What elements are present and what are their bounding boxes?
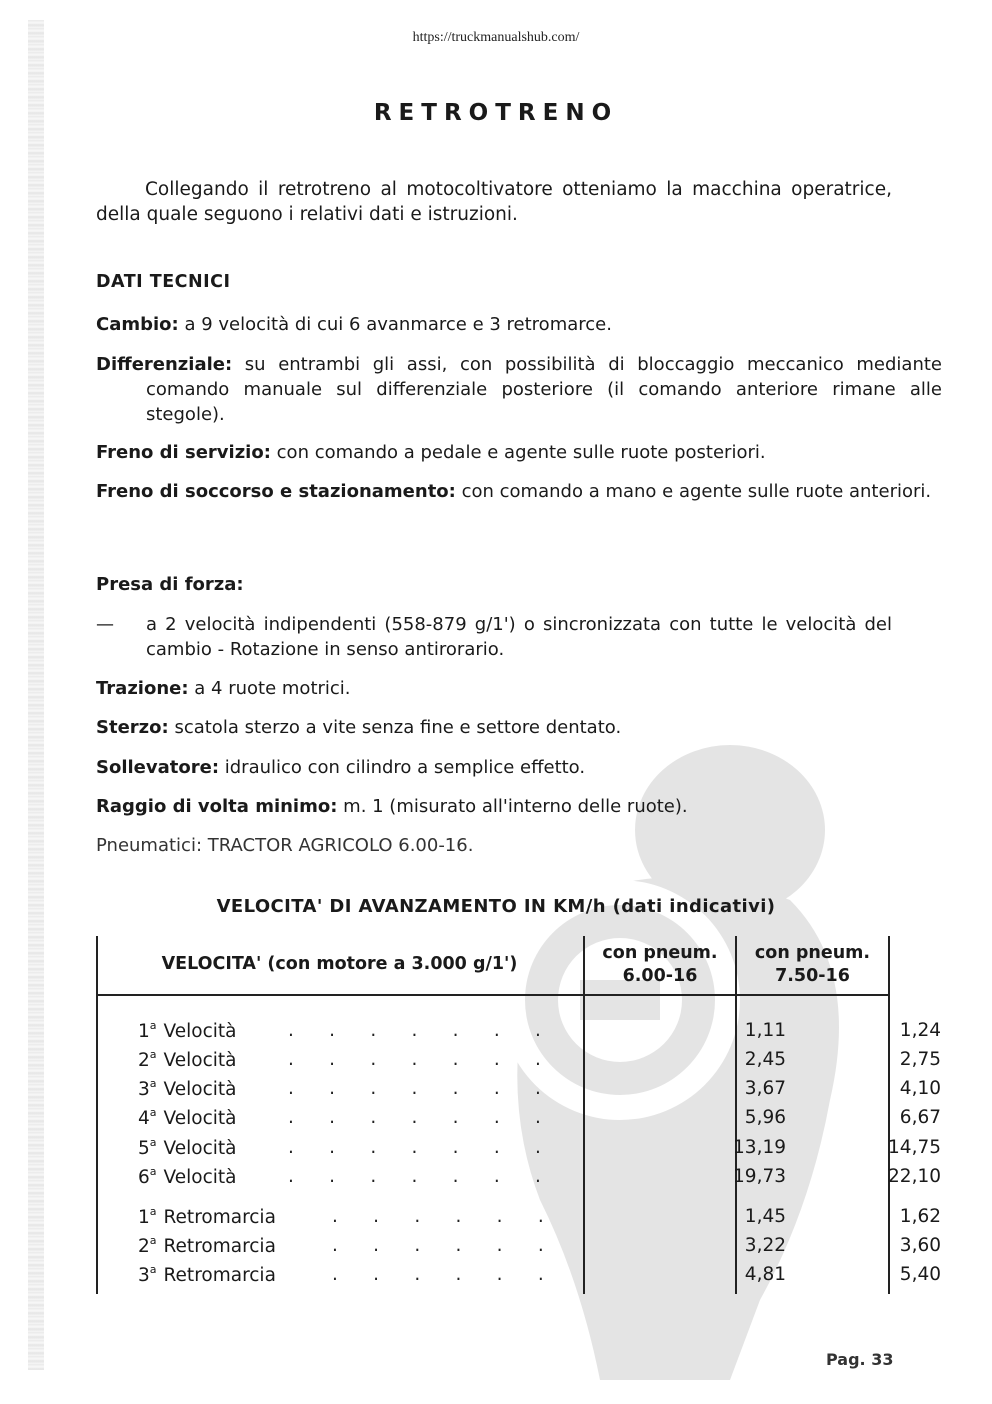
spec-text: scatola sterzo a vite senza fine e settore dentato.	[174, 717, 622, 738]
spec-label: Freno di soccorso e stazionamento:	[96, 481, 456, 502]
row-ordinal: 2	[138, 1050, 150, 1072]
row-ordinal-suffix: a	[149, 1234, 157, 1247]
row-ordinal-suffix: a	[149, 1019, 157, 1032]
row-label	[138, 1166, 237, 1188]
table-row	[96, 1106, 941, 1136]
row-ordinal: 5	[138, 1138, 150, 1160]
row-name: Velocità	[163, 1167, 237, 1189]
spec-label: Differenziale:	[96, 354, 233, 375]
row-name: Velocità	[163, 1050, 237, 1072]
spec-text: su entrambi gli assi, con possibilità di bloccaggio meccanico mediante comando manuale sul differenziale posteriore (il comando anteriore rimane alle stegole).	[146, 354, 942, 425]
value-pneum-600: 1,11	[744, 1020, 786, 1041]
row-label	[138, 1235, 276, 1257]
spec-label: Sollevatore:	[96, 757, 220, 778]
row-ordinal: 6	[138, 1167, 150, 1189]
leader-dots: . . . . . . .	[288, 1107, 541, 1128]
row-ordinal-suffix: a	[149, 1048, 157, 1061]
spec-cambio	[96, 312, 892, 337]
value-pneum-600: 2,45	[744, 1049, 786, 1070]
value-pneum-750: 5,40	[899, 1264, 941, 1285]
row-label	[138, 1049, 237, 1071]
row-label	[138, 1137, 237, 1159]
scan-edge	[28, 20, 44, 1370]
leader-dots: . . . . . . .	[288, 1020, 541, 1041]
leader-dots: . . . . . . .	[288, 1078, 541, 1099]
table-row	[96, 1205, 941, 1235]
page-title: RETROTRENO	[373, 100, 619, 126]
value-pneum-600: 3,67	[744, 1078, 786, 1099]
spec-text: a 9 velocità di cui 6 avanmarce e 3 retromarce.	[184, 314, 612, 335]
value-pneum-600: 13,19	[733, 1137, 786, 1158]
table-header-velocita: VELOCITA' (con motore a 3.000 g/1')	[161, 954, 518, 974]
spec-text: idraulico con cilindro a semplice effetto.	[224, 757, 586, 778]
row-ordinal-suffix: a	[149, 1263, 157, 1276]
spec-presa-forza-label	[96, 572, 892, 597]
row-ordinal-suffix: a	[149, 1205, 157, 1218]
table-header-rule-3	[737, 994, 888, 996]
header-line: 7.50-16	[775, 966, 850, 986]
row-ordinal: 4	[138, 1108, 150, 1130]
header-line: con pneum.	[602, 943, 718, 963]
row-ordinal: 3	[138, 1265, 150, 1287]
table-header-rule-1	[96, 994, 583, 996]
row-label	[138, 1020, 237, 1042]
leader-dots: . . . . . .	[332, 1206, 544, 1227]
spec-presa-forza	[96, 612, 892, 662]
row-label	[138, 1078, 237, 1100]
row-name: Retromarcia	[163, 1265, 276, 1287]
table-header-pneum-600	[585, 942, 735, 988]
header-line: con pneum.	[754, 943, 871, 963]
spec-raggio	[96, 794, 892, 819]
leader-dots: . . . . . . .	[288, 1049, 541, 1070]
row-ordinal: 3	[138, 1079, 150, 1101]
spec-label: Sterzo:	[96, 717, 169, 738]
value-pneum-750: 22,10	[888, 1166, 941, 1187]
row-ordinal-suffix: a	[149, 1077, 157, 1090]
spec-text: con comando a mano e agente sulle ruote anteriori.	[461, 481, 932, 502]
row-ordinal-suffix: a	[149, 1136, 157, 1149]
row-ordinal-suffix: a	[149, 1106, 157, 1119]
table-row	[96, 1234, 941, 1264]
leader-dots: . . . . . . .	[288, 1137, 541, 1158]
spec-text: a 4 ruote motrici.	[194, 678, 351, 699]
table-row	[96, 1165, 941, 1195]
row-ordinal-suffix: a	[149, 1165, 157, 1178]
row-name: Velocità	[163, 1108, 237, 1130]
spec-text: con comando a pedale e agente sulle ruote posteriori.	[276, 442, 766, 463]
table-row	[96, 1136, 941, 1166]
leader-dots: . . . . . .	[332, 1235, 544, 1256]
value-pneum-750: 4,10	[899, 1078, 941, 1099]
value-pneum-750: 3,60	[899, 1235, 941, 1256]
value-pneum-600: 1,45	[744, 1206, 786, 1227]
row-name: Retromarcia	[163, 1236, 276, 1258]
spec-differenziale	[96, 352, 942, 427]
page-number: Pag. 33	[826, 1350, 894, 1369]
table-title: VELOCITA' DI AVANZAMENTO IN KM/h (dati indicativi)	[216, 896, 776, 917]
spec-label: Cambio:	[96, 314, 179, 335]
row-ordinal: 1	[138, 1021, 150, 1043]
value-pneum-750: 6,67	[899, 1107, 941, 1128]
spec-label: Trazione:	[96, 678, 189, 699]
dash-bullet: —	[96, 614, 114, 635]
table-row	[96, 1263, 941, 1293]
spec-trazione	[96, 676, 892, 701]
spec-sterzo	[96, 715, 892, 740]
spec-freno-soccorso	[96, 479, 942, 504]
value-pneum-750: 1,62	[899, 1206, 941, 1227]
row-label	[138, 1264, 276, 1286]
row-name: Retromarcia	[163, 1207, 276, 1229]
spec-sollevatore	[96, 755, 892, 780]
source-url: https://truckmanualshub.com/	[412, 30, 580, 45]
table-row	[96, 1077, 941, 1107]
table-header-rule-2	[585, 994, 735, 996]
value-pneum-600: 5,96	[744, 1107, 786, 1128]
value-pneum-750: 1,24	[899, 1020, 941, 1041]
spec-text: m. 1 (misurato all'interno delle ruote).	[343, 796, 688, 817]
value-pneum-600: 3,22	[744, 1235, 786, 1256]
spec-label: Presa di forza:	[96, 574, 244, 595]
spec-label: Freno di servizio:	[96, 442, 271, 463]
row-name: Velocità	[163, 1138, 237, 1160]
value-pneum-750: 2,75	[899, 1049, 941, 1070]
section-heading-dati-tecnici: DATI TECNICI	[96, 272, 231, 292]
table-row	[96, 1048, 941, 1078]
intro-paragraph: Collegando il retrotreno al motocoltivatore otteniamo la macchina operatrice, della quale seguono i relativi dati e istruzioni.	[96, 179, 892, 225]
row-label	[138, 1107, 237, 1129]
table-row	[96, 1019, 941, 1049]
table-header-pneum-750	[737, 942, 888, 988]
row-ordinal: 2	[138, 1236, 150, 1258]
row-name: Velocità	[163, 1079, 237, 1101]
row-ordinal: 1	[138, 1207, 150, 1229]
row-name: Velocità	[163, 1021, 237, 1043]
value-pneum-600: 4,81	[744, 1264, 786, 1285]
spec-freno-servizio	[96, 440, 892, 465]
spec-text: a 2 velocità indipendenti (558-879 g/1') o sincronizzata con tutte le velocità del cambio - Rotazione in senso antirorario.	[146, 614, 892, 660]
value-pneum-600: 19,73	[733, 1166, 786, 1187]
spec-label: Raggio di volta minimo:	[96, 796, 338, 817]
row-label	[138, 1206, 276, 1228]
value-pneum-750: 14,75	[888, 1137, 941, 1158]
leader-dots: . . . . . . .	[288, 1166, 541, 1187]
spec-pneumatici: Pneumatici: TRACTOR AGRICOLO 6.00-16.	[96, 835, 474, 856]
leader-dots: . . . . . .	[332, 1264, 544, 1285]
header-line: 6.00-16	[622, 966, 698, 986]
